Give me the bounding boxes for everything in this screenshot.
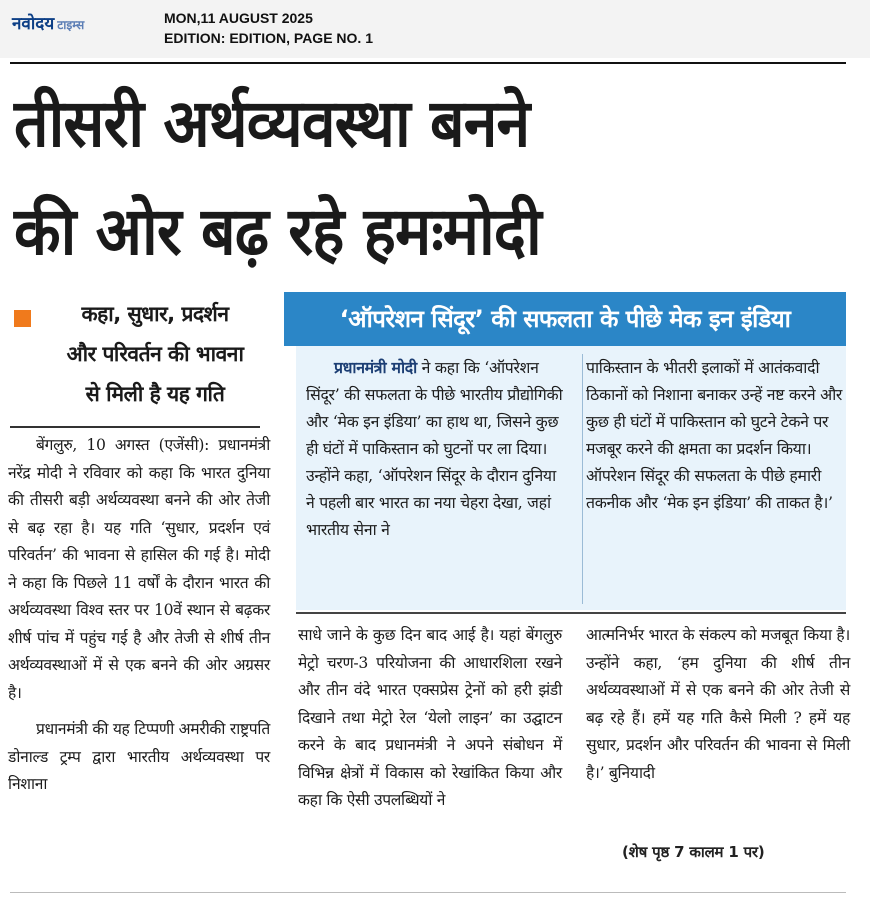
subheadline-rule — [10, 426, 260, 428]
sidebar-quote-box — [296, 346, 846, 610]
sidebar-banner: ‘ऑपरेशन सिंदूर’ की सफलता के पीछे मेक इन इंडिया — [284, 292, 846, 346]
masthead-bar — [0, 0, 870, 58]
subheadline — [40, 294, 270, 414]
headline-line-2: की ओर बढ़ रहे हमःमोदी — [14, 193, 541, 270]
article-paragraph-2: प्रधानमंत्री की यह टिप्पणी अमरीकी राष्ट्रपति डोनाल्ड ट्रम्प द्वारा भारतीय अर्थव्यवस्था पर निशाना — [8, 720, 270, 793]
sidebar-text-1: ने कहा कि ‘ऑपरेशन सिंदूर’ की सफलता के पीछे भारतीय प्रौद्योगिकी और ‘मेक इन इंडिया’ का हाथ था, जिसने कुछ ही घंटों में पाकिस्तान को घुटनों पर ला दिया। उन्होंने कहा, ‘ऑपरेशन सिंदूर के दौरान दुनिया ने पहली बार भारत का नया चेहरा देखा, जहां भारतीय सेना ने — [306, 358, 563, 539]
article-column-3 — [586, 622, 850, 787]
sidebar-rule — [296, 612, 846, 614]
article-column-3-text: आत्मनिर्भर भारत के संकल्प को मजबूत किया है। उन्होंने कहा, ‘हम दुनिया की शीर्ष तीन अर्थव्यवस्थाओं में से एक बनने की ओर तेजी से बढ़ रहे हैं। हमें यह गति कैसे मिली ? हमें यह सुधार, प्रदर्शन और परिवर्तन की भावना से मिली है।’ बुनियादी — [586, 626, 850, 782]
logo-wordmark-bold: नवोदय — [12, 14, 55, 34]
newspaper-logo[interactable] — [12, 10, 84, 34]
square-bullet-icon — [14, 310, 31, 327]
subheadline-line-1: कहा, सुधार, प्रदर्शन — [81, 302, 229, 326]
edition-page: EDITION: EDITION, PAGE NO. 1 — [164, 30, 373, 46]
article-column-1 — [8, 432, 270, 799]
subheadline-box — [10, 294, 262, 424]
top-rule — [10, 62, 846, 64]
edition-meta — [164, 8, 373, 48]
sidebar-lead: प्रधानमंत्री मोदी — [334, 358, 417, 377]
sidebar-column-1 — [306, 354, 564, 543]
article-column-2-text: साधे जाने के कुछ दिन बाद आई है। यहां बेंगलुरु मेट्रो चरण-3 परियोजना की आधारशिला रखने और तीन वंदे भारत एक्सप्रेस ट्रेनों को हरी झंडी दिखाने तथा मेट्रो रेल ‘येलो लाइन’ का उद्घाटन करने के बाद प्रधानमंत्री ने अपने संबोधन में विभिन्न क्षेत्रों में विकास को रेखांकित किया और कहा कि ऐसी उपलब्धियों ने — [298, 626, 562, 809]
headline-line-1: तीसरी अर्थव्यवस्था बनने — [14, 85, 530, 162]
issue-date: MON,11 AUGUST 2025 — [164, 10, 313, 26]
subheadline-line-2: और परिवर्तन की भावना — [66, 342, 244, 366]
article-paragraph-1: बेंगलुरु, 10 अगस्त (एजेंसी): प्रधानमंत्री नरेंद्र मोदी ने रविवार को कहा कि भारत दुनिया की तीसरी बड़ी अर्थव्यवस्था बनने की ओर तेजी से बढ़ रहा है। यह गति ‘सुधार, प्रदर्शन एवं परिवर्तन’ की भावना से हासिल की गई है। मोदी ने कहा कि पिछले 11 वर्षों के दौरान भारत की अर्थव्यवस्था विश्व स्तर पर 10वें स्थान से बढ़कर शीर्ष पांच में पहुंच गई है और तेजी से शीर्ष तीन अर्थव्यवस्थाओं में से एक बनने की ओर अग्रसर है। — [8, 436, 270, 702]
continued-on-note: (शेष पृष्ठ 7 कालम 1 पर) — [622, 843, 765, 861]
bottom-rule — [10, 892, 846, 893]
sidebar-column-2: पाकिस्तान के भीतरी इलाकों में आतंकवादी ठिकानों को निशाना बनाकर उन्हें नष्ट करने और कुछ ही घंटों में पाकिस्तान को घुटने टेकने पर मजबूर करने की क्षमता का प्रदर्शन किया। ऑपरेशन सिंदूर की सफलता के पीछे हमारी तकनीक और ‘मेक इन इंडिया’ की ताकत है।’ — [586, 358, 843, 512]
logo-wordmark-light: टाइम्स — [57, 18, 85, 32]
article-column-2 — [298, 622, 562, 815]
subheadline-line-3: से मिली है यह गति — [85, 382, 225, 406]
column-divider — [582, 354, 583, 604]
main-headline — [14, 70, 778, 286]
